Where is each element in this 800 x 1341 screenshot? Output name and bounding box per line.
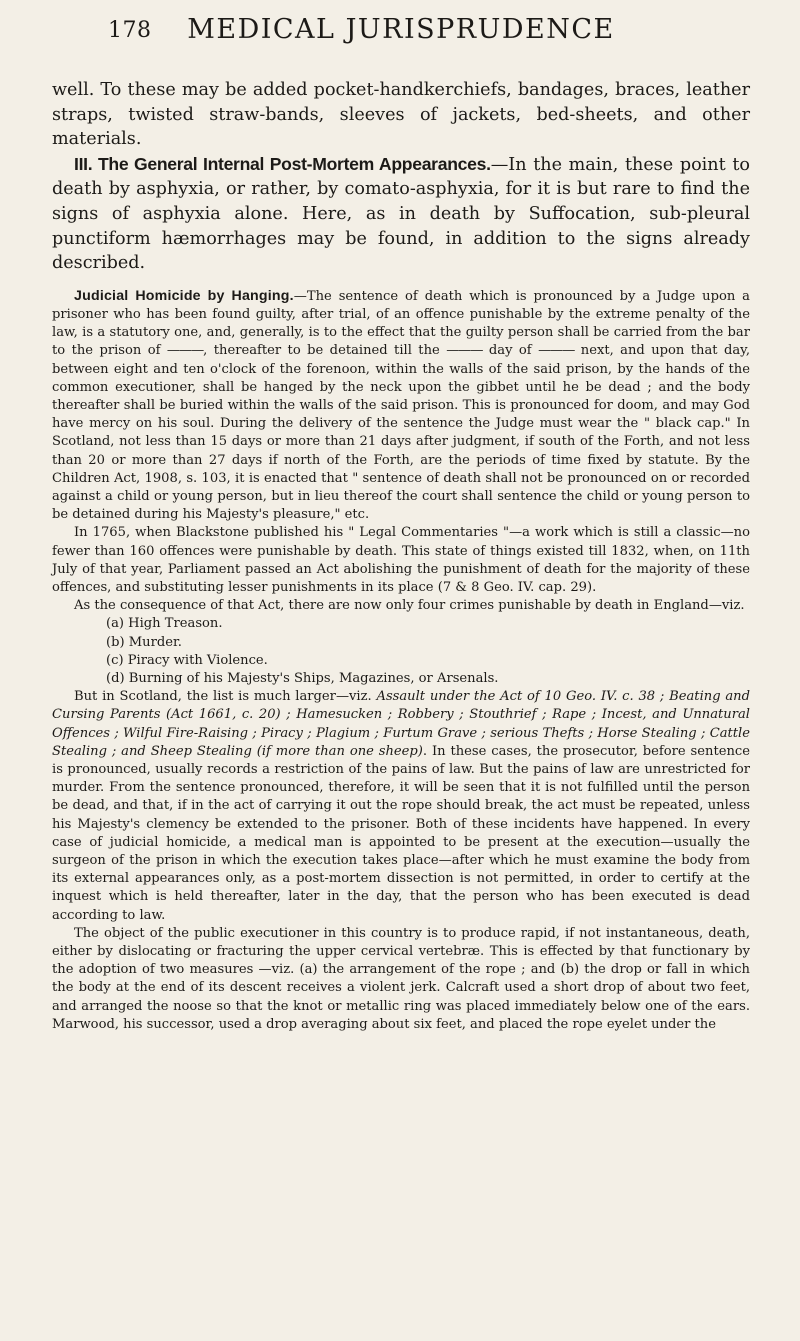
judicial-heading: Judicial Homicide by Hanging. <box>74 287 294 304</box>
section-text: —In the main, these point to death by asphyxia, or rather, by comato-asphyxia, for it is but rare to find the signs of asphyxia alone. Here, as in death by Suffocation, sub-pleural punctiform hæmorrhages may be found, in addition to the signs already described. <box>52 154 750 274</box>
list-item: (b) Murder. <box>106 634 182 650</box>
paragraph-executioner: The object of the public executioner in this country is to produce rapid, if not instantaneous, death, either by dislocating or fracturing the upper cervical vertebræ. This is effected by that functionary by the adoption of two measures —viz. (a) the arrangement of the rope ; and (b) the drop or fall in which the body at the end of its descent receives a violent jerk. Calcraft used a short drop of about two feet, and arranged the noose so that the knot or metallic ring was placed immediately below one of the ears. Marwood, his successor, used a drop averaging about six feet, and placed the rope eyelet under the <box>52 925 750 1032</box>
paragraph-scotland <box>52 688 750 925</box>
paragraph-materials: well. To these may be added pocket-handkerchiefs, bandages, braces, leather straps, twisted straw-bands, sleeves of jackets, bed-sheets, and other materials. <box>52 80 750 150</box>
sentence-part-d: next, and upon that day, between eight and ten o'clock of the forenoon, within the walls of the said prison, by the hands of the common executioner, shall be hanged by the neck upon the gibbet until he be dead ; and the body thereafter shall be buried within the walls of the said prison. This is pronounced for doom, and may God have mercy on his soul. During the delivery of the sentence the Judge must wear the " black cap." In Scotland, not less than 15 days or more than 21 days after judgment, if south of the Forth, and not less than 20 or more than 27 days if north of the Forth, are the periods of time fixed by statute. By the Children Act, 1908, s. 103, it is enacted that " sentence of death shall not be pronounced on or recorded against a child or young person, but in lieu thereof the court shall sentence the child or young person to be detained during his Majesty's pleasure," etc. <box>52 343 750 523</box>
sentence-part-c: day of <box>482 343 539 359</box>
list-item: (a) High Treason. <box>106 616 223 632</box>
page-header <box>52 0 750 78</box>
scotland-intro: But in Scotland, the list is much larger—viz. <box>74 689 377 705</box>
sentence-part-a: —The sentence of death which is pronounced by a Judge upon a prisoner who has been found guilty, after trial, of an offence punishable by the extreme penalty of the law, is a statutory one, and, generally, is to the effect that the guilty person shall be carried from the bar to the prison of <box>52 288 750 359</box>
running-head: MEDICAL JURISPRUDENCE <box>187 14 615 45</box>
section-internal-appearances <box>52 152 750 276</box>
blank-line: ——— <box>166 343 204 359</box>
list-item: (c) Piracy with Violence. <box>106 652 268 668</box>
list-item: (d) Burning of his Majesty's Ships, Magazines, or Arsenals. <box>106 671 499 687</box>
paragraph-consequence: As the consequence of that Act, there are now only four crimes punishable by death in England—viz. <box>74 598 745 614</box>
sentence-part-b: , thereafter to be detained till the <box>203 343 447 359</box>
blank-line: ——— <box>446 343 483 359</box>
blank-line: ——— <box>538 343 575 359</box>
capital-crimes-list <box>52 615 750 688</box>
scotland-rest: . In these cases, the prosecutor, before sentence is pronounced, usually records a restriction of the pains of law. But the pains of law are unrestricted for murder. From the sentence pronounced, therefore, it will be seen that it is not fulfilled until the person be dead, and that, if in the act of carrying it out the rope should break, the act must be repeated, unless his Majesty's clemency be extended to the prisoner. Both of these incidents have happened. In every case of judicial homicide, a medical man is appointed to be present at the execution—usually the surgeon of the prison in which the execution takes place—after which he must examine the body from its external appearances only, as a post-mortem dissection is not permitted, in order to certify at the inquest which is held thereafter, later in the day, that the person who has been executed is dead according to law. <box>52 743 750 923</box>
scotland-crimes: Assault under the Act of 10 Geo. IV. c. 38 ; Beating and Cursing Parents (Act 1661, c. 20) ; Hamesucken ; Robbery ; Stouthrief ; Rape ; Incest, and Unnatural Offences ; Wilful Fire-Raising ; Piracy ; Plagium ; Furtum Grave ; serious Thefts ; Horse Stealing ; Cattle Stealing ; and Sheep Stealing (if more than one sheep) <box>52 689 750 759</box>
paragraph-judicial-homicide <box>52 287 750 525</box>
page-number: 178 <box>108 18 152 43</box>
section-heading: III. The General Internal Post-Mortem Appearances. <box>74 153 491 174</box>
paragraph-blackstone: In 1765, when Blackstone published his " Legal Commentaries "—a work which is still a classic—no fewer than 160 offences were punishable by death. This state of things existed till 1832, when, on 11th July of that year, Parliament passed an Act abolishing the punishment of death for the majority of these offences, and substituting lesser punishments in its place (7 & 8 Geo. IV. cap. 29). <box>52 525 750 595</box>
